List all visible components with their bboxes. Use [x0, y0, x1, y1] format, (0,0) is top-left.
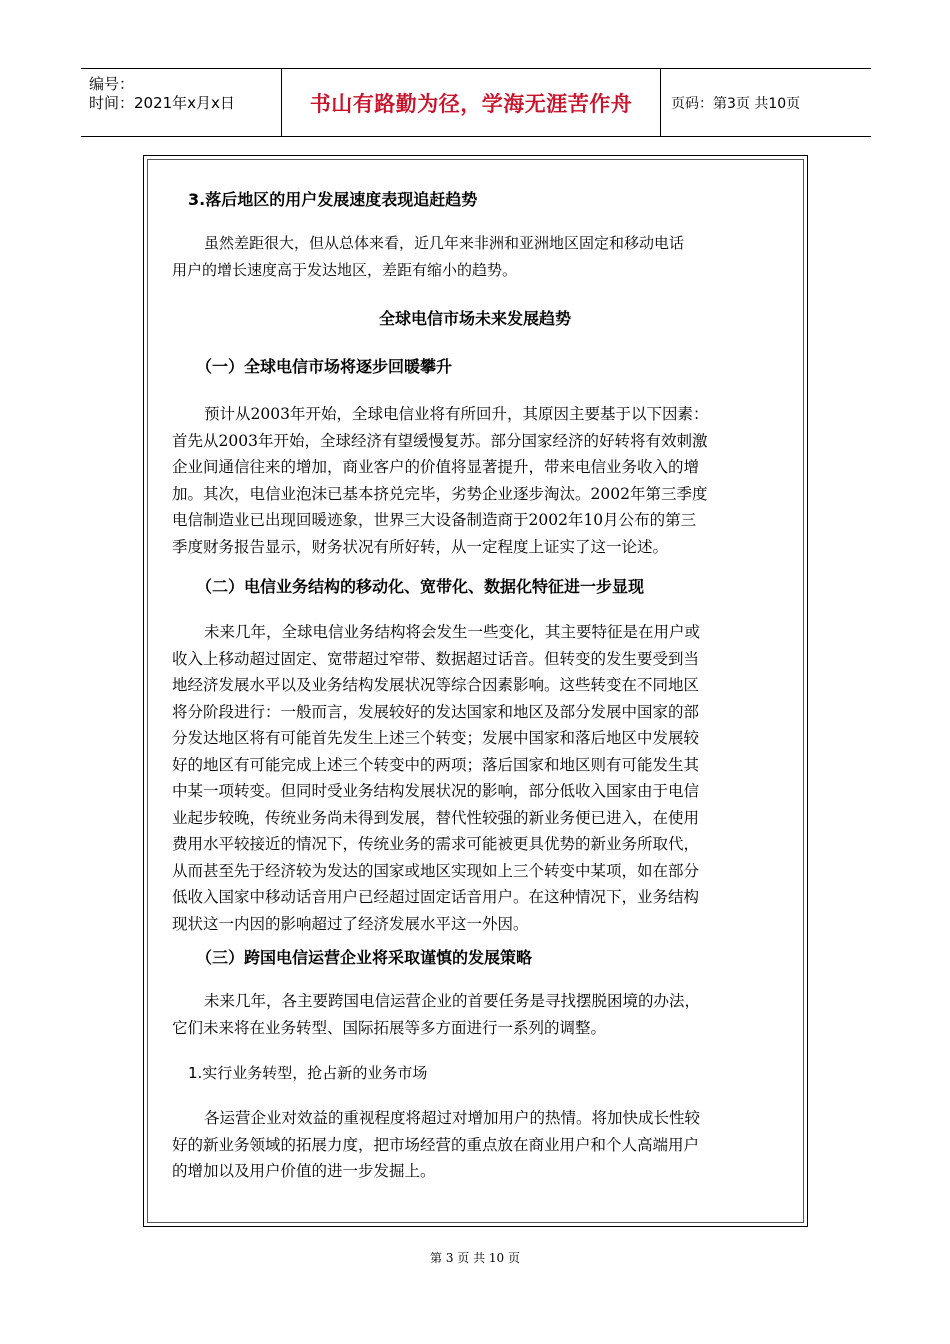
paragraph-line: 从而甚至先于经济较为发达的国家或地区实现如上三个转变中某项，如在部分	[172, 861, 700, 880]
page-footer: 第 3 页 共 10 页	[430, 1251, 520, 1265]
part1-heading: （一）全球电信市场将逐步回暖攀升	[196, 357, 453, 376]
header-page-info: 页码：第3页 共10页	[671, 96, 801, 112]
paragraph-line: 加。其次，电信业泡沫已基本挤兑完毕，劣势企业逐步淘汰。2002年第三季度	[172, 484, 708, 503]
paragraph-line: 收入上移动超过固定、宽带超过窄带、数据超过话音。但转变的发生要受到当	[172, 649, 700, 668]
part3-paragraph	[172, 988, 800, 1041]
paragraph-line: 未来几年，全球电信业务结构将会发生一些变化，其主要特征是在用户或	[204, 623, 701, 641]
header-meta-cell	[81, 69, 282, 136]
paragraph-line: 电信制造业已出现回暖迹象，世界三大设备制造商于2002年10月公布的第三	[172, 511, 697, 529]
paragraph-line: 现状这一内因的影响超过了经济发展水平这一外因。	[172, 914, 529, 933]
paragraph-line: 预计从2003年开始，全球电信业将有所回升，其原因主要基于以下因素：	[204, 405, 709, 423]
paragraph-line: 地经济发展水平以及业务结构发展状况等综合因素影响。这些转变在不同地区	[172, 676, 700, 694]
paragraph-line: 费用水平较接近的情况下，传统业务的需求可能被更具优势的新业务所取代，	[172, 835, 700, 853]
header-motto: 书山有路勤为径，学海无涯苦作舟	[309, 92, 633, 116]
paragraph-line: 它们未来将在业务转型、国际拓展等多方面进行一系列的调整。	[172, 1018, 607, 1037]
section3-paragraph	[172, 230, 800, 283]
paragraph-line: 业起步较晚，传统业务尚未得到发展，替代性较强的新业务便已进入，在使用	[172, 808, 700, 827]
part2-paragraph	[172, 619, 800, 937]
part3-heading: （三）跨国电信运营企业将采取谨慎的发展策略	[196, 948, 533, 967]
paragraph-line: 企业间通信往来的增加，商业客户的价值将显著提升，带来电信业务收入的增	[172, 458, 700, 476]
main-heading: 全球电信市场未来发展趋势	[378, 309, 571, 328]
sub1-paragraph	[172, 1105, 800, 1185]
paragraph-line: 首先从2003年开始，全球经济有望缓慢复苏。部分国家经济的好转将有效刺激	[172, 431, 708, 450]
paragraph-line: 未来几年，各主要跨国电信运营企业的首要任务是寻找摆脱困境的办法，	[204, 992, 701, 1010]
paragraph-line: 分发达地区将有可能首先发生上述三个转变；发展中国家和落后地区中发展较	[172, 729, 700, 747]
paragraph-line: 各运营企业对效益的重视程度将超过对增加用户的热情。将加快成长性较	[204, 1109, 701, 1127]
paragraph-line: 虽然差距很大，但从总体来看，近几年来非洲和亚洲地区固定和移动电话	[204, 234, 685, 252]
document-number-label: 编号：	[89, 75, 135, 93]
paragraph-line: 的增加以及用户价值的进一步发掘上。	[172, 1162, 436, 1180]
header-page-cell	[661, 69, 871, 136]
paragraph-line: 将分阶段进行：一般而言，发展较好的发达国家和地区及部分发展中国家的部	[172, 702, 700, 721]
part1-paragraph	[172, 401, 800, 560]
paragraph-line: 好的地区有可能完成上述三个转变中的两项；落后国家和地区则有可能发生其	[172, 755, 700, 774]
sub1-heading: 1.实行业务转型，抢占新的业务市场	[188, 1064, 428, 1082]
page-header	[81, 68, 871, 137]
paragraph-line: 中某一项转变。但同时受业务结构发展状况的影响，部分低收入国家由于电信	[172, 782, 700, 800]
document-date: 时间：2021年x月x日	[89, 94, 235, 112]
header-motto-cell	[282, 69, 661, 136]
paragraph-line: 用户的增长速度高于发达地区，差距有缩小的趋势。	[172, 260, 518, 279]
section3-heading: 3.落后地区的用户发展速度表现追赶趋势	[188, 190, 478, 209]
paragraph-line: 季度财务报告显示，财务状况有所好转，从一定程度上证实了这一论述。	[172, 537, 669, 556]
paragraph-line: 好的新业务领域的拓展力度，把市场经营的重点放在商业用户和个人高端用户	[172, 1135, 700, 1154]
paragraph-line: 低收入国家中移动话音用户已经超过固定话音用户。在这种情况下，业务结构	[172, 888, 700, 906]
part2-heading: （二）电信业务结构的移动化、宽带化、数据化特征进一步显现	[196, 577, 645, 596]
